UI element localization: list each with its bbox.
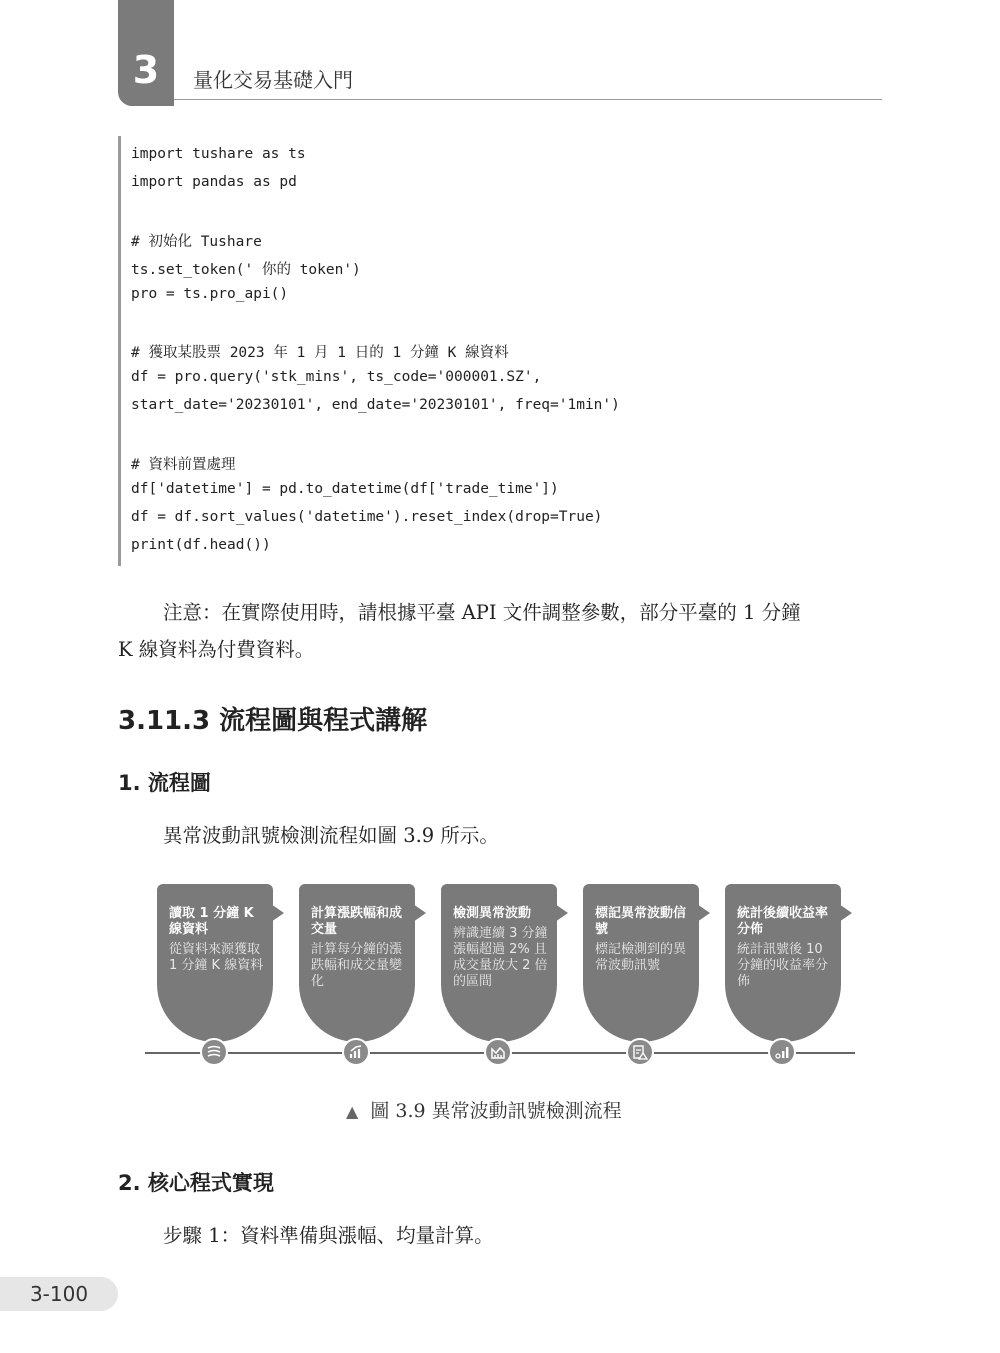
chapter-number-tab bbox=[118, 0, 174, 106]
flow-step-desc: 標記檢測到的異常波動訊號 bbox=[595, 942, 687, 973]
header-rule bbox=[174, 99, 882, 100]
code-line: # 資料前置處理 bbox=[131, 457, 236, 473]
flow-step-arrow bbox=[839, 904, 852, 922]
code-line: df['datetime'] = pd.to_datetime(df['trade_time']) bbox=[131, 481, 559, 497]
flow-step bbox=[157, 884, 273, 1042]
flow-step bbox=[583, 884, 699, 1042]
flow-step-arrow bbox=[413, 904, 426, 922]
subheading-flowchart: 1. 流程圖 bbox=[118, 771, 211, 795]
flow-step-arrow bbox=[697, 904, 710, 922]
code-line: start_date='20230101', end_date='20230101', freq='1min') bbox=[131, 397, 620, 413]
code-block bbox=[118, 136, 882, 566]
code-line: import tushare as ts bbox=[131, 146, 306, 162]
code-line: print(df.head()) bbox=[131, 537, 271, 553]
code-line: import pandas as pd bbox=[131, 174, 297, 190]
page-number bbox=[0, 1277, 118, 1311]
code-line: # 獲取某股票 2023 年 1 月 1 日的 1 分鐘 K 線資料 bbox=[131, 345, 509, 361]
document-alert-icon bbox=[626, 1038, 654, 1066]
note-line-2: K 線資料為付費資料。 bbox=[118, 638, 315, 661]
caption-triangle-icon: ▲ bbox=[346, 1102, 359, 1121]
flow-step bbox=[725, 884, 841, 1042]
code-line: df = pro.query('stk_mins', ts_code='000001.SZ', bbox=[131, 369, 542, 385]
caption-text: 圖 3.9 異常波動訊號檢測流程 bbox=[370, 1100, 622, 1122]
flow-step-desc: 辨識連續 3 分鐘漲幅超過 2% 且成交量放大 2 倍的區間 bbox=[453, 926, 548, 989]
factory-chart-icon bbox=[484, 1038, 512, 1066]
bar-chart-icon bbox=[768, 1038, 796, 1066]
flow-step-title: 計算漲跌幅和成交量 bbox=[311, 906, 403, 937]
flow-step-arrow bbox=[271, 904, 284, 922]
flowchart-intro: 異常波動訊號檢測流程如圖 3.9 所示。 bbox=[163, 824, 499, 847]
growth-chart-icon bbox=[342, 1038, 370, 1066]
flow-step bbox=[299, 884, 415, 1042]
step-1-text: 步驟 1：資料準備與漲幅、均量計算。 bbox=[163, 1224, 494, 1247]
figure-caption bbox=[346, 1096, 622, 1123]
section-heading: 3.11.3 流程圖與程式講解 bbox=[118, 706, 428, 736]
page-number-text: 3-100 bbox=[29, 1282, 89, 1306]
chapter-number: 3 bbox=[132, 48, 160, 92]
flow-step-title: 讀取 1 分鐘 K 線資料 bbox=[169, 906, 254, 937]
flowchart bbox=[145, 884, 855, 1074]
chapter-title: 量化交易基礎入門 bbox=[193, 68, 353, 92]
flow-step-arrow bbox=[555, 904, 568, 922]
note-line-1: 注意：在實際使用時，請根據平臺 API 文件調整參數，部分平臺的 1 分鐘 bbox=[163, 601, 801, 624]
flow-step-title: 統計後續收益率分佈 bbox=[737, 906, 829, 937]
flow-step-desc: 統計訊號後 10 分鐘的收益率分佈 bbox=[737, 942, 829, 989]
code-line: # 初始化 Tushare bbox=[131, 234, 262, 250]
flow-step-title: 檢測異常波動 bbox=[453, 906, 532, 921]
subheading-core-code: 2. 核心程式實現 bbox=[118, 1171, 274, 1195]
code-line: ts.set_token(' 你的 token') bbox=[131, 262, 361, 278]
flow-step-title: 標記異常波動信號 bbox=[595, 906, 687, 937]
code-line: pro = ts.pro_api() bbox=[131, 286, 289, 302]
code-line: df = df.sort_values('datetime').reset_index(drop=True) bbox=[131, 509, 603, 525]
data-stream-icon bbox=[200, 1038, 228, 1066]
flow-step-desc: 計算每分鐘的漲跌幅和成交量變化 bbox=[311, 942, 403, 989]
flow-step-desc: 從資料來源獲取 1 分鐘 K 線資料 bbox=[169, 942, 264, 973]
flow-step bbox=[441, 884, 557, 1042]
